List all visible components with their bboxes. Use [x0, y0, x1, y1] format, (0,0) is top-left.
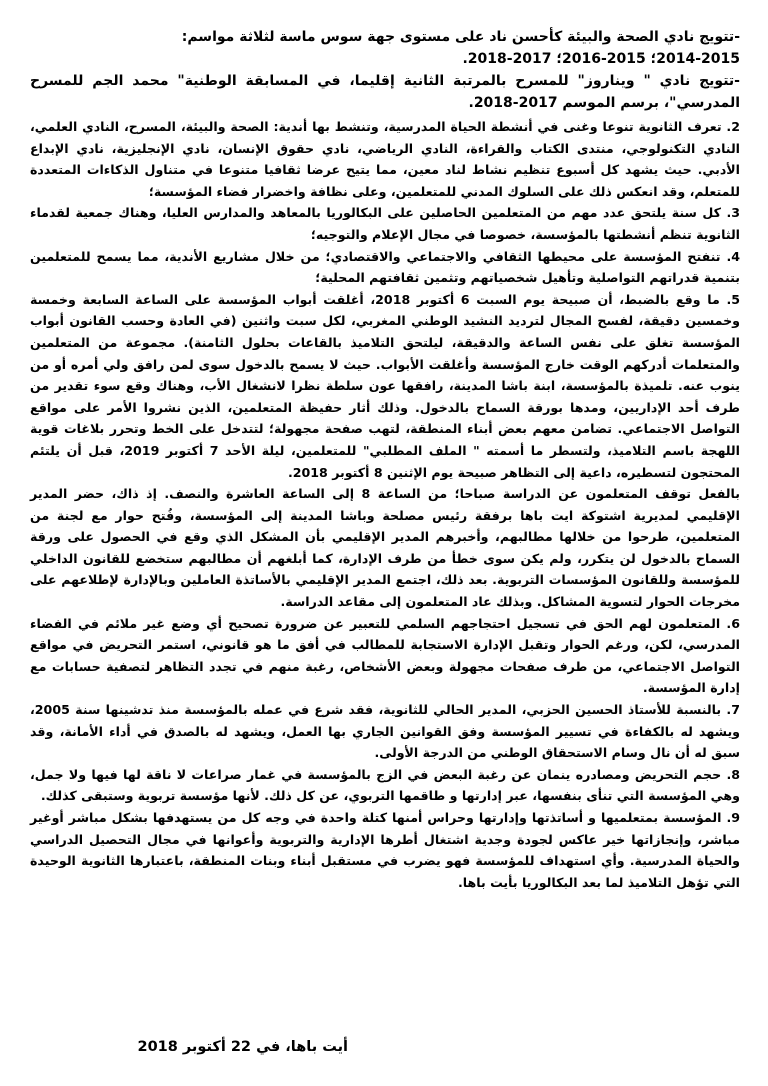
achievement-seasons-line: 2014-2015؛ 2015-2016؛ 2017-2018. — [462, 51, 740, 67]
paragraph-2-clubs: 2. تعرف الثانوية تنوعا وغنى في أنشطة الحياة المدرسية، وتنشط بها أندية: الصحة والبيئة، المسرح، النادي العلمي، النادي التكنولوجي، منتدى الكتاب والقراءة، النادي الرياضي، نادي حقوق الإنسان، نادي الإنجليزية، نادي الإبداع الأدبي. حيث يشهد كل أسبوع تنظيم نشاط لناد معين، مما يتيح عرضا ثقافيا متنوعا في متناول الذكاءات المتعددة للمتعلم، وقد انعكس ذلك على السلوك المدني للمتعلمين، وعلى نظافة واخضرار فضاء المؤسسة؛ — [30, 119, 740, 199]
paragraph-3-graduates: 3. كل سنة يلتحق عدد مهم من المتعلمين الحاصلين على البكالوريا بالمعاهد والمدارس العليا، وهناك جمعية لقدماء الثانوية تنظم أنشطتها بالمؤسسة، خصوصا في مجال الإعلام والتوجيه؛ — [30, 205, 740, 242]
paragraph-4-openness: 4. تنفتح المؤسسة على محيطها الثقافي والاجتماعي والاقتصادي؛ من خلال مشاريع الأندية، مما يسمح للمتعلمين بتنمية قدراتهم التواصلية وتأهيل شخصياتهم وتثمين ثقافتهم المحلية؛ — [30, 248, 740, 286]
paragraph-9-institution: 9. المؤسسة بمتعلميها و أساتذتها وإدارتها وحراس أمنها كتلة واحدة في وجه كل من يستهدفها بشكل مباشر أوغير مباشر، وإنجازاتها خير عاكس لجودة وجدية اشتغال أطرها الإدارية والتربوية وأعوانها في مجال التحصيل الدراسي والحياة المدرسية. وأي استهداف للمؤسسة فهو يضرب في مستقبل أبناء وبنات المنطقة، باعتبارها الثانوية الوحيدة التي تؤهل التلاميذ لما بعد البكالوريا بأيت باها. — [30, 810, 740, 890]
paragraph-7-director: 7. بالنسبة للأستاذ الحسين الحزبي، المدير الحالي للثانوية، فقد شرع في عمله بالمؤسسة منذ تدشينها سنة 2005، ويشهد له بالكفاءة في تسيير المؤسسة وفق القوانين الجاري بها العمل، ويشهد له بالصدق في أداء الأمانة، وقد سبق له أن نال وسام الاستحقاق الوطني من الدرجة الأولى. — [30, 702, 740, 761]
paragraph-5-followup: بالفعل توقف المتعلمون عن الدراسة صباحا؛ من الساعة 8 إلى الساعة العاشرة والنصف. إذ ذاك، حضر المدير الإقليمي لمديرية اشتوكة ايت باها برفقة رئيس مصلحة وباشا المدينة إلى المؤسسة، وفُتح حوار مع لجنة من المتعلمين، طرحوا من خلالها مطالبهم، وأخبرهم المدير الإقليمي بأن المشكل الذي وقع في الحصول على ورقة السماح بالدخول لن يتكرر، ولم يكن سوى خطأ من طرف الإدارة، كما أبلغهم أن مطالبهم ستخضع للقانون الداخلي للمؤسسة وللقانون المؤسسات التربوية. بعد ذلك، اجتمع المدير الإقليمي بالأساتذة العاملين وبالإدارة لإطلاعهم على مخرجات الحوار لتسوية المشاكل. وبذلك عاد المتعلمون إلى مقاعد الدراسة. — [30, 486, 740, 610]
achievement-line-1: -تتويج نادي الصحة والبيئة كأحسن ناد على مستوى جهة سوس ماسة لثلاثة مواسم: — [181, 29, 740, 45]
paragraph-8-incitement: 8. حجم التحريض ومصادره ينمان عن رغبة البعض في الزج بالمؤسسة في غمار صراعات لا ناقة لها فيها ولا جمل، وهي المؤسسة التي تنأى بنفسها، عبر إدارتها و طاقمها التربوي، عن كل ذلك. لأنها مؤسسة تربوية وستبقى كذلك. — [30, 766, 740, 804]
paragraph-5-incident: 5. ما وقع بالضبط، أن صبيحة يوم السبت 6 أكتوبر 2018، أغلقت أبواب المؤسسة على الساعة السابعة وخمسة وخمسين دقيقة، لفسح المجال لترديد النشيد الوطني المغربي، لكل سبت واثنين (في العادة وحسب القانون أبواب المؤسسة تغلق على نفس الساعة والدقيقة، ليلتحق التلاميذ بالقاعات بحلول الثامنة). مجموعة من المتعلمين والمتعلمات أدركهم الوقت خارج المؤسسة وأغلقت الأبواب. حيث لا يسمح بالدخول سوى لمن رافق ولي أمره أو من ينوب عنه. تلميذة بالمؤسسة، ابنة باشا المدينة، رافقها عون سلطة نظرا لانشغال الأب، وهناك وقع سوء تقدير من طرف أحد الإداريين، ومدها بورقة السماح بالدخول. وذلك أثار حفيظة المتعلمين، الذين نشروا الأمر على مواقع التواصل الاجتماعي. تضامن معهم بعض أبناء المنطقة، لتهب صفحة مجهولة؛ لتتدخل على الخط وتحرر بلاغات قوية اللهجة باسم التلاميذ، ولتسطر ما أسمته " الملف المطلبي" للمتعلمين، ليلة الأحد 7 أكتوبر 2019، قبل أن يلتئم المحتجون لتسطيره، داعية إلى التظاهر صبيحة يوم الإثنين 8 أكتوبر 2018. — [30, 291, 740, 480]
achievement-line-2: -تتويج نادي " ويناروز" للمسرح بالمرتبة الثانية إقليما، في المسابقة الوطنية" محمد الجم للمسرح المدرسي"، برسم الموسم 2017-2018. — [30, 73, 740, 111]
paragraph-6-protest-rights: 6. المتعلمون لهم الحق في تسجيل احتجاجهم السلمي للتعبير عن ضرورة تصحيح أي وضع غير ملائم في الفضاء المدرسي، لكن، ورغم الحوار وتقبل الإدارة الاستجابة للمطالب في أفق ما هو قانوني، استمر التحريض في مواقع التواصل الاجتماعي، من طرف صفحات مجهولة وبعض الأشخاص، رغبة منهم في تجدد التظاهر لتصفية حسابات مع إدارة المؤسسة. — [30, 615, 740, 696]
place-and-date: أيت باها، في 22 أكتوبر 2018 — [137, 1039, 348, 1055]
